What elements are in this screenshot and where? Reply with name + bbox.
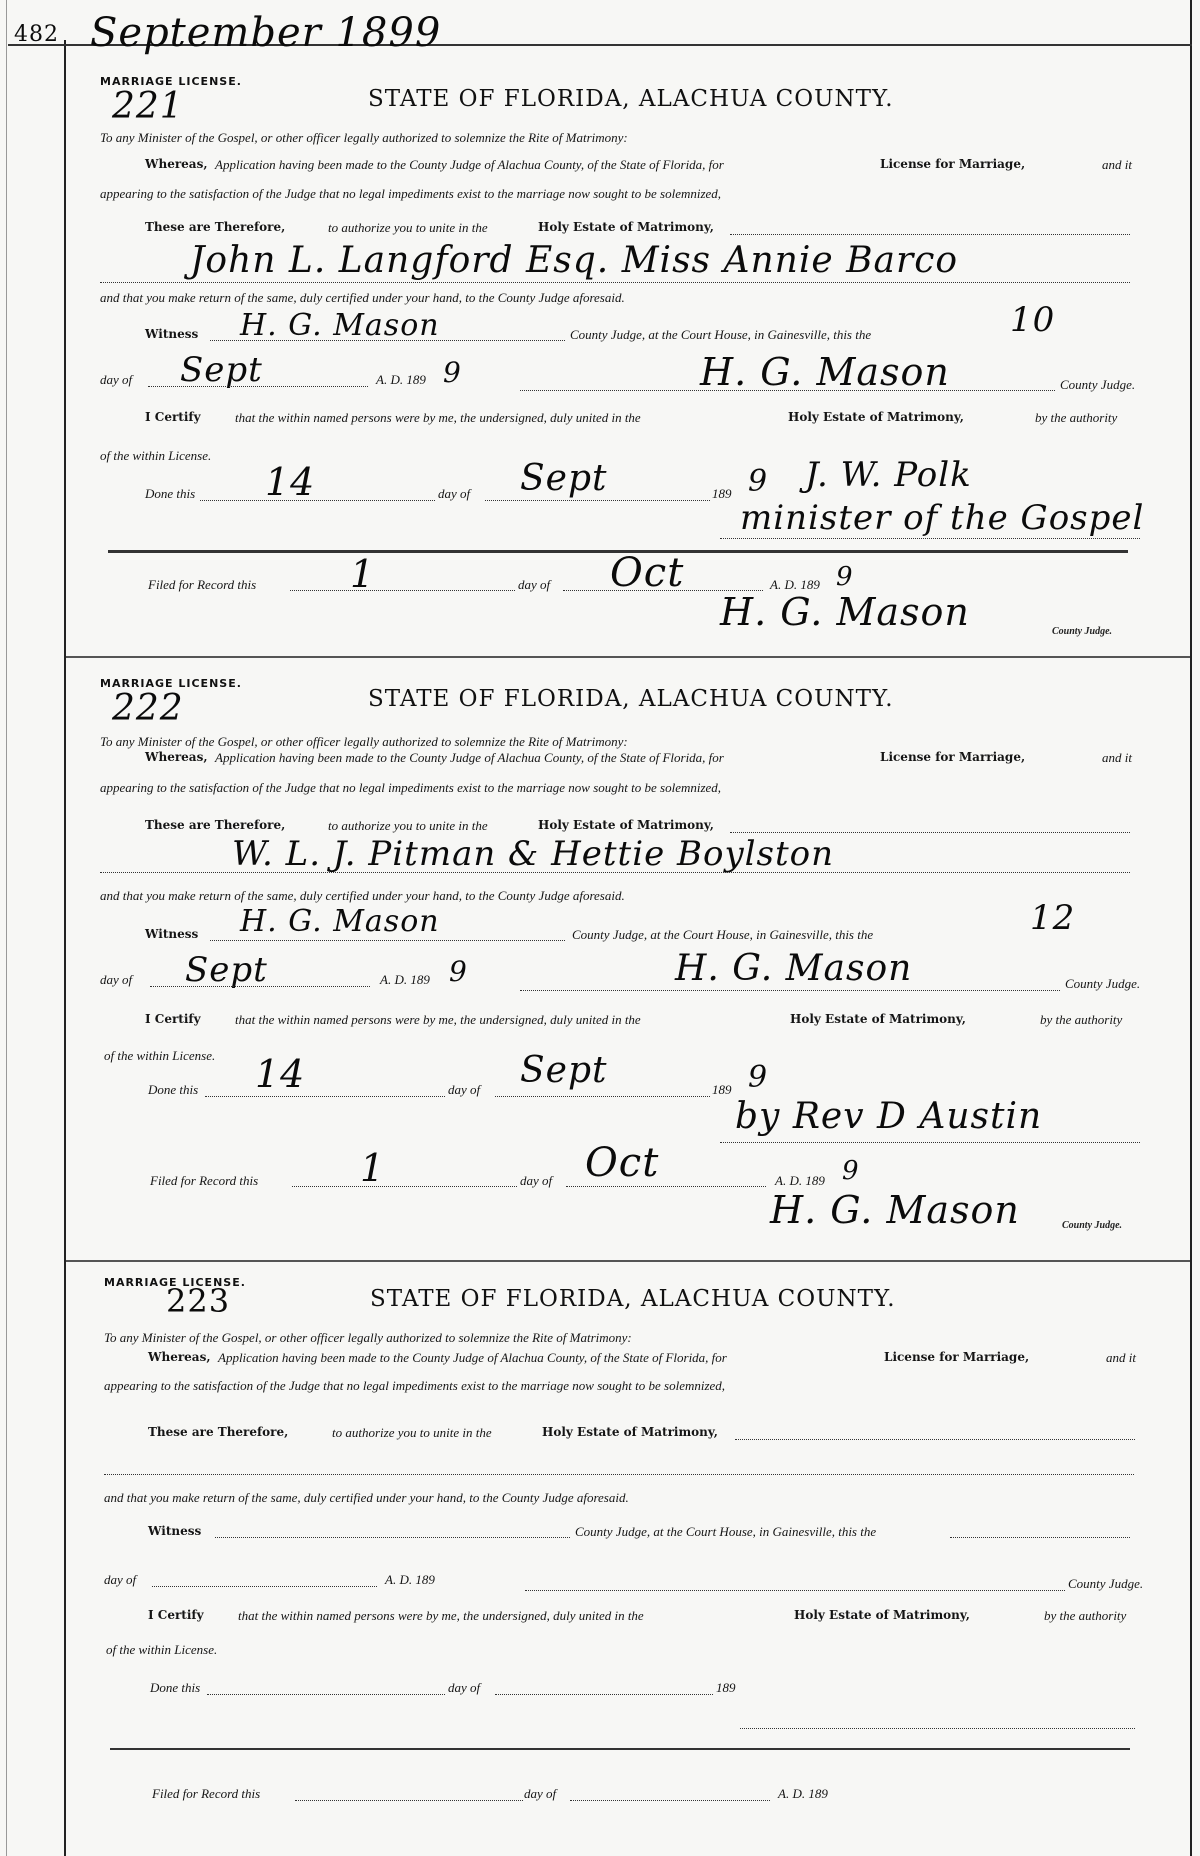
officiant-dots: [720, 538, 1140, 539]
county-judge: County Judge.: [1060, 377, 1136, 392]
filed-for-record: Filed for Record this: [148, 577, 257, 592]
whereas-word: Whereas,: [148, 1350, 211, 1364]
names-dots: [100, 872, 1130, 873]
license-number: 221: [112, 86, 184, 127]
license-title: STATE OF FLORIDA, ALACHUA COUNTY.: [370, 1286, 896, 1312]
license-for-marriage: License for Marriage,: [884, 1350, 1030, 1364]
authorize-line: to authorize you to unite in the: [332, 1425, 492, 1440]
done-month-dots: [495, 1096, 710, 1097]
certify-holy: Holy Estate of Matrimony,: [794, 1608, 970, 1622]
officiant-name: by Rev D Austin: [735, 1096, 1043, 1137]
filed-day-of: day of: [520, 1173, 553, 1188]
whereas-end: and it: [1102, 157, 1132, 172]
officiant-title: minister of the Gospel: [740, 498, 1145, 538]
issue-month: Sept: [185, 950, 268, 990]
whereas-line: Application having been made to the County Judge of Alachua County, of the State of Florida, for: [218, 1350, 727, 1365]
whereas-line: Application having been made to the County Judge of Alachua County, of the State of Florida, for: [215, 750, 724, 765]
filed-day-of: day of: [524, 1786, 557, 1801]
return-line: and that you make return of the same, duly certified under your hand, to the County Judge aforesaid.: [100, 888, 625, 903]
minister-line: To any Minister of the Gospel, or other officer legally authorized to solemnize the Rite of Matrimony:: [100, 130, 628, 145]
certify-line: that the within named persons were by me, the undersigned, duly united in the: [238, 1608, 644, 1623]
certify-line: that the within named persons were by me, the undersigned, duly united in the: [235, 410, 641, 425]
holy-estate: Holy Estate of Matrimony,: [542, 1425, 718, 1439]
filed-ad: A. D. 189: [778, 1786, 828, 1801]
license-label: MARRIAGE LICENSE.: [100, 75, 242, 88]
done-day-dots: [205, 1096, 445, 1097]
done-year-digit: 9: [748, 464, 769, 499]
done-day-dots: [200, 500, 435, 501]
these-therefore: These are Therefore,: [145, 818, 286, 832]
filed-day-dots: [292, 1186, 517, 1187]
these-therefore: These are Therefore,: [148, 1425, 289, 1439]
issue-year: 9: [449, 955, 468, 988]
witness-word: Witness: [145, 327, 199, 341]
done-day: 14: [265, 460, 316, 504]
license-for-marriage: License for Marriage,: [880, 157, 1026, 171]
appearing-line: appearing to the satisfaction of the Judge that no legal impediments exist to the marriage now sought to be solemnized,: [100, 780, 722, 795]
done-this: Done this: [148, 1082, 199, 1097]
certify-word: I Certify: [148, 1608, 204, 1622]
done-day: 14: [255, 1052, 306, 1096]
done-this: Done this: [150, 1680, 201, 1695]
whereas-word: Whereas,: [145, 750, 208, 764]
judge-signature: H. G. Mason: [675, 948, 913, 989]
judge-dots: [520, 990, 1060, 991]
officiant-name: J. W. Polk: [805, 455, 972, 495]
license-title: STATE OF FLORIDA, ALACHUA COUNTY.: [368, 86, 894, 112]
authorize-dots: [735, 1439, 1135, 1440]
parties-names: W. L. J. Pitman & Hettie Boylston: [232, 834, 835, 874]
ad-year: A. D. 189: [376, 372, 426, 387]
minister-line: To any Minister of the Gospel, or other officer legally authorized to solemnize the Rite of Matrimony:: [100, 734, 628, 749]
filed-year-digit: 9: [842, 1156, 860, 1186]
return-line: and that you make return of the same, duly certified under your hand, to the County Judge aforesaid.: [100, 290, 625, 305]
license-label: MARRIAGE LICENSE.: [100, 677, 242, 690]
whereas-word: Whereas,: [145, 157, 208, 171]
authorize-line: to authorize you to unite in the: [328, 220, 488, 235]
certify-line: that the within named persons were by me, the undersigned, duly united in the: [235, 1012, 641, 1027]
certify-word: I Certify: [145, 410, 201, 424]
day-of: day of: [100, 372, 133, 387]
filed-day: 1: [360, 1146, 386, 1190]
filed-for-record: Filed for Record this: [152, 1786, 261, 1801]
county-judge: County Judge.: [1068, 1576, 1144, 1591]
of-license: of the within License.: [106, 1642, 218, 1657]
issue-day: 12: [1030, 898, 1076, 938]
issue-year: 9: [443, 356, 462, 389]
filed-month: Oct: [585, 1140, 660, 1186]
section-rule: [110, 1748, 1130, 1750]
done-month-dots: [495, 1694, 713, 1695]
done-year: 189: [712, 1082, 732, 1097]
of-license: of the within License.: [104, 1048, 216, 1063]
filed-month-dots: [566, 1186, 766, 1187]
done-month: Sept: [520, 458, 608, 499]
month-dots: [152, 1586, 377, 1587]
filed-signature: H. G. Mason: [770, 1188, 1020, 1232]
right-border: [1190, 0, 1192, 1856]
license-number: 223: [166, 1282, 231, 1320]
certify-holy: Holy Estate of Matrimony,: [790, 1012, 966, 1026]
issue-day-dots: [950, 1537, 1130, 1538]
license-for-marriage: License for Marriage,: [880, 750, 1026, 764]
court-line: County Judge, at the Court House, in Gainesville, this the: [575, 1524, 877, 1539]
done-this: Done this: [145, 486, 196, 501]
filed-month-dots: [570, 1800, 770, 1801]
ad-year: A. D. 189: [385, 1572, 435, 1587]
certify-authority: by the authority: [1044, 1608, 1127, 1623]
license-number: 222: [112, 688, 184, 729]
witness-name: H. G. Mason: [240, 308, 440, 343]
month-dots: [148, 386, 368, 387]
these-therefore: These are Therefore,: [145, 220, 286, 234]
done-day-of: day of: [448, 1680, 481, 1695]
issue-month: Sept: [180, 350, 263, 390]
judge-dots: [525, 1590, 1065, 1591]
witness-name: H. G. Mason: [240, 904, 440, 939]
names-dots: [104, 1474, 1134, 1475]
page-number: 482: [14, 22, 59, 47]
done-month: Sept: [520, 1050, 608, 1091]
authorize-line: to authorize you to unite in the: [328, 818, 488, 833]
appearing-line: appearing to the satisfaction of the Judge that no legal impediments exist to the marriage now sought to be solemnized,: [100, 186, 722, 201]
officiant-dots: [720, 1142, 1140, 1143]
court-line: County Judge, at the Court House, in Gainesville, this the: [572, 927, 874, 942]
parties-names: John L. Langford Esq. Miss Annie Barco: [190, 240, 959, 281]
done-year: 189: [716, 1680, 736, 1695]
left-edge: [6, 0, 7, 1856]
done-month-dots: [485, 500, 710, 501]
day-of: day of: [100, 972, 133, 987]
witness-dots: [215, 1537, 570, 1538]
done-year-digit: 9: [748, 1060, 769, 1095]
witness-dots: [210, 940, 565, 941]
page-date: September 1899: [90, 10, 442, 56]
appearing-line: appearing to the satisfaction of the Judge that no legal impediments exist to the marriage now sought to be solemnized,: [104, 1378, 726, 1393]
judge-signature: H. G. Mason: [700, 350, 950, 394]
witness-word: Witness: [145, 927, 199, 941]
filed-day: 1: [350, 552, 376, 596]
done-year: 189: [712, 486, 732, 501]
filed-county-judge: County Judge.: [1052, 626, 1113, 637]
holy-estate: Holy Estate of Matrimony,: [538, 818, 714, 832]
block-divider: [66, 656, 1190, 658]
ad-year: A. D. 189: [380, 972, 430, 987]
county-judge: County Judge.: [1065, 976, 1141, 991]
left-border: [64, 40, 66, 1856]
whereas-end: and it: [1106, 1350, 1136, 1365]
minister-line: To any Minister of the Gospel, or other officer legally authorized to solemnize the Rite of Matrimony:: [104, 1330, 632, 1345]
officiant-dots: [740, 1728, 1135, 1729]
certify-authority: by the authority: [1035, 410, 1118, 425]
filed-day-dots: [290, 590, 515, 591]
names-dots: [100, 282, 1130, 283]
license-title: STATE OF FLORIDA, ALACHUA COUNTY.: [368, 686, 894, 712]
filed-year-digit: 9: [836, 562, 854, 592]
authorize-dots: [730, 234, 1130, 235]
certify-holy: Holy Estate of Matrimony,: [788, 410, 964, 424]
of-license: of the within License.: [100, 448, 212, 463]
done-day-of: day of: [448, 1082, 481, 1097]
block-divider: [66, 1260, 1190, 1262]
judge-dots: [520, 390, 1055, 391]
witness-word: Witness: [148, 1524, 202, 1538]
certify-authority: by the authority: [1040, 1012, 1123, 1027]
authorize-dots: [730, 832, 1130, 833]
filed-signature: H. G. Mason: [720, 590, 970, 634]
holy-estate: Holy Estate of Matrimony,: [538, 220, 714, 234]
whereas-line: Application having been made to the County Judge of Alachua County, of the State of Florida, for: [215, 157, 724, 172]
done-day-dots: [207, 1694, 445, 1695]
filed-month: Oct: [610, 550, 685, 596]
license-label: MARRIAGE LICENSE.: [104, 1276, 246, 1289]
filed-day-of: day of: [518, 577, 551, 592]
done-day-of: day of: [438, 486, 471, 501]
court-line: County Judge, at the Court House, in Gainesville, this the: [570, 327, 872, 342]
filed-ad: A. D. 189: [770, 577, 820, 592]
certify-word: I Certify: [145, 1012, 201, 1026]
month-dots: [150, 986, 370, 987]
witness-dots: [210, 340, 565, 341]
issue-day: 10: [1010, 300, 1056, 340]
filed-for-record: Filed for Record this: [150, 1173, 259, 1188]
filed-county-judge: County Judge.: [1062, 1220, 1123, 1231]
whereas-end: and it: [1102, 750, 1132, 765]
day-of: day of: [104, 1572, 137, 1587]
filed-ad: A. D. 189: [775, 1173, 825, 1188]
filed-day-dots: [295, 1800, 523, 1801]
return-line: and that you make return of the same, duly certified under your hand, to the County Judge aforesaid.: [104, 1490, 629, 1505]
